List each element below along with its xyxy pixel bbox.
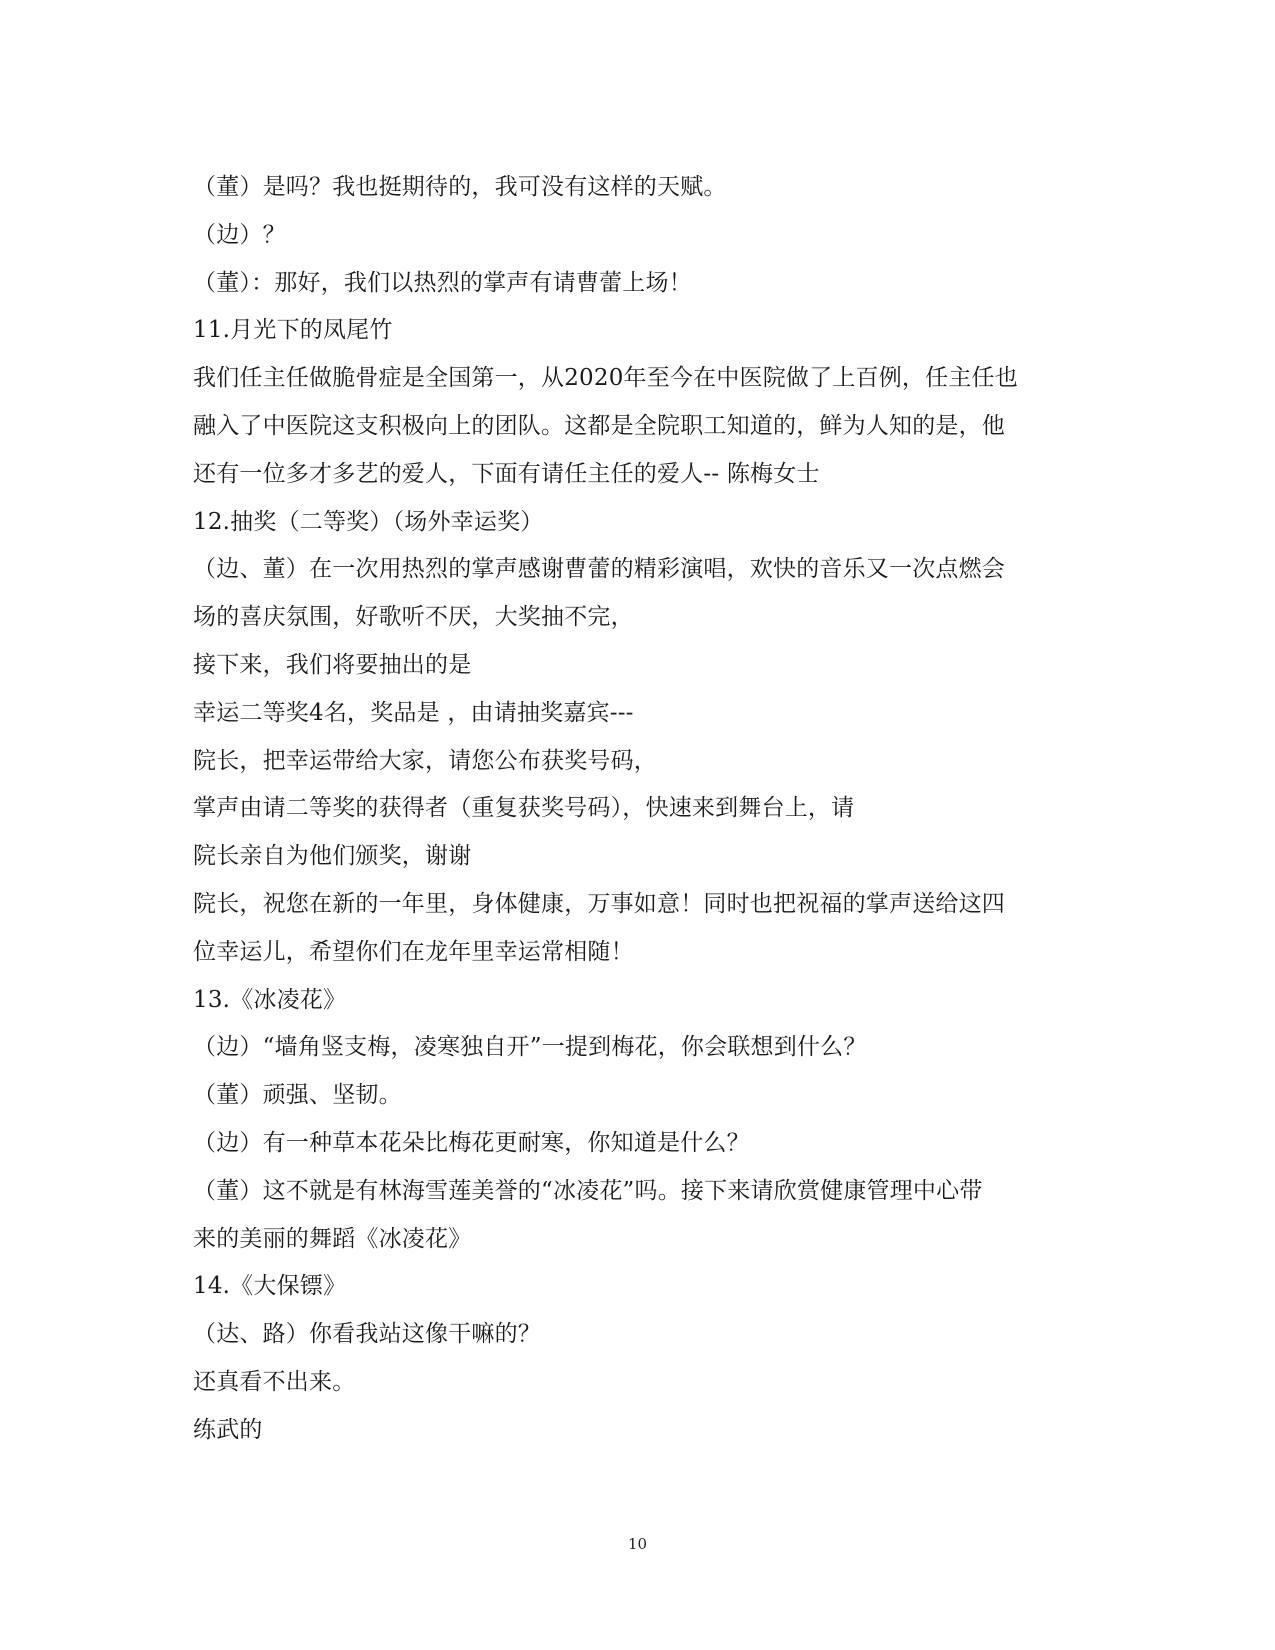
- paragraph-line: 掌声由请二等奖的获得者（重复获奖号码），快速来到舞台上，请: [193, 795, 855, 822]
- paragraph-line: 幸运二等奖4名，奖品是 ，由请抽奖嘉宾---: [193, 699, 634, 726]
- dialogue-line: （达、路）你看我站这像干嘛的？: [193, 1321, 541, 1348]
- dialogue-line: 还真看不出来。: [193, 1368, 356, 1395]
- paragraph-line: 场的喜庆氛围，好歌听不厌，大奖抽不完，: [193, 604, 634, 631]
- paragraph-line: 还有一位多才多艺的爱人，下面有请任主任的爱人-- 陈梅女士: [193, 460, 820, 487]
- paragraph-line: 院长，祝您在新的一年里，身体健康，万事如意！同时也把祝福的掌声送给这四: [193, 890, 1005, 917]
- dialogue-line: （董）顽强、坚韧。: [193, 1082, 402, 1109]
- document-body: [193, 164, 1083, 1455]
- paragraph-line: 接下来，我们将要抽出的是: [193, 651, 472, 678]
- dialogue-line: （边）“墙角竖支梅，凌寒独自开”一提到梅花，你会联想到什么？: [193, 1034, 867, 1061]
- paragraph-line: 我们任主任做脆骨症是全国第一，从2020年至今在中医院做了上百例，任主任也: [193, 365, 1018, 392]
- dialogue-line: （董）：那好，我们以热烈的掌声有请曹蕾上场！: [193, 269, 692, 296]
- paragraph-line: 位幸运儿，希望你们在龙年里幸运常相随！: [193, 938, 634, 965]
- page-number: 10: [627, 1535, 648, 1553]
- paragraph-line: 院长，把幸运带给大家，请您公布获奖号码，: [193, 747, 657, 774]
- paragraph-line: 来的美丽的舞蹈《冰凌花》: [193, 1225, 472, 1252]
- paragraph-line: 院长亲自为他们颁奖，谢谢: [193, 843, 472, 870]
- dialogue-line: （董）这不就是有林海雪莲美誉的“冰凌花”吗。接下来请欣赏健康管理中心带: [193, 1177, 983, 1204]
- dialogue-line: 练武的: [193, 1416, 263, 1443]
- dialogue-line: （边）有一种草本花朵比梅花更耐寒，你知道是什么？: [193, 1129, 750, 1156]
- section-heading: 12.抽奖（二等奖）（场外幸运奖）: [193, 508, 544, 535]
- paragraph-line: 融入了中医院这支积极向上的团队。这都是全院职工知道的，鲜为人知的是，他: [193, 412, 1005, 439]
- section-heading: 14.《大保镖》: [193, 1273, 347, 1300]
- section-heading: 13.《冰凌花》: [193, 986, 347, 1013]
- section-heading: 11.月光下的凤尾竹: [193, 317, 393, 344]
- paragraph-line: （边、董）在一次用热烈的掌声感谢曹蕾的精彩演唱，欢快的音乐又一次点燃会: [193, 556, 1005, 583]
- dialogue-line: （董）是吗？我也挺期待的，我可没有这样的天赋。: [193, 174, 727, 200]
- dialogue-line: （边）？: [193, 221, 286, 248]
